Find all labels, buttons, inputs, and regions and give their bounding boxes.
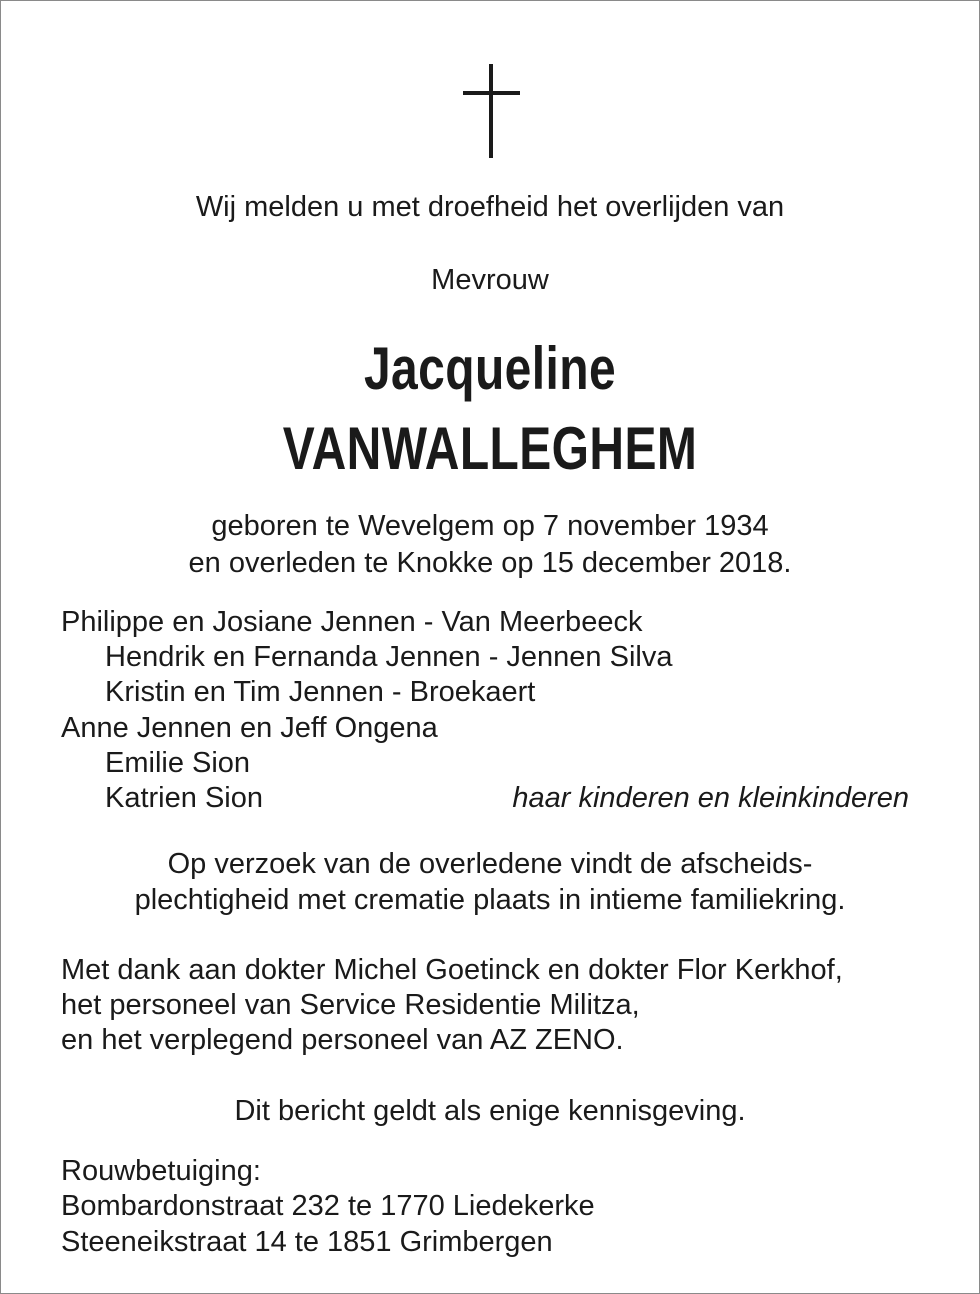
thanks-line: het personeel van Service Residentie Militza, bbox=[61, 989, 640, 1021]
thanks-line: Met dank aan dokter Michel Goetinck en dokter Flor Kerkhof, bbox=[61, 954, 843, 986]
family-line: Hendrik en Fernanda Jennen - Jennen Silva bbox=[105, 641, 673, 673]
family-line: Kristin en Tim Jennen - Broekaert bbox=[105, 676, 536, 708]
condolences-label: Rouwbetuiging: bbox=[61, 1155, 261, 1187]
intro-text: Wij melden u met droefheid het overlijden van bbox=[195, 191, 785, 223]
address-line: Bombardonstraat 232 te 1770 Liedekerke bbox=[61, 1190, 595, 1222]
ceremony-line: Op verzoek van de overledene vindt de afscheids- bbox=[167, 848, 813, 880]
first-name: Jacqueline bbox=[363, 335, 617, 402]
family-relation: haar kinderen en kleinkinderen bbox=[512, 782, 909, 814]
birth-line: geboren te Wevelgem op 7 november 1934 bbox=[211, 510, 769, 542]
cross-icon bbox=[463, 64, 520, 158]
last-name: VANWALLEGHEM bbox=[282, 415, 698, 482]
family-line: Katrien Sion bbox=[105, 782, 263, 814]
death-line: en overleden te Knokke op 15 december 2018. bbox=[188, 547, 792, 579]
honorific: Mevrouw bbox=[431, 264, 549, 296]
thanks-line: en het verplegend personeel van AZ ZENO. bbox=[61, 1024, 624, 1056]
notice-line: Dit bericht geldt als enige kennisgeving. bbox=[234, 1095, 746, 1127]
ceremony-line: plechtigheid met crematie plaats in intieme familiekring. bbox=[134, 884, 846, 916]
family-line: Emilie Sion bbox=[105, 747, 251, 779]
family-line: Anne Jennen en Jeff Ongena bbox=[61, 712, 438, 744]
family-line: Philippe en Josiane Jennen - Van Meerbeeck bbox=[61, 606, 643, 638]
address-line: Steeneikstraat 14 te 1851 Grimbergen bbox=[61, 1226, 553, 1258]
